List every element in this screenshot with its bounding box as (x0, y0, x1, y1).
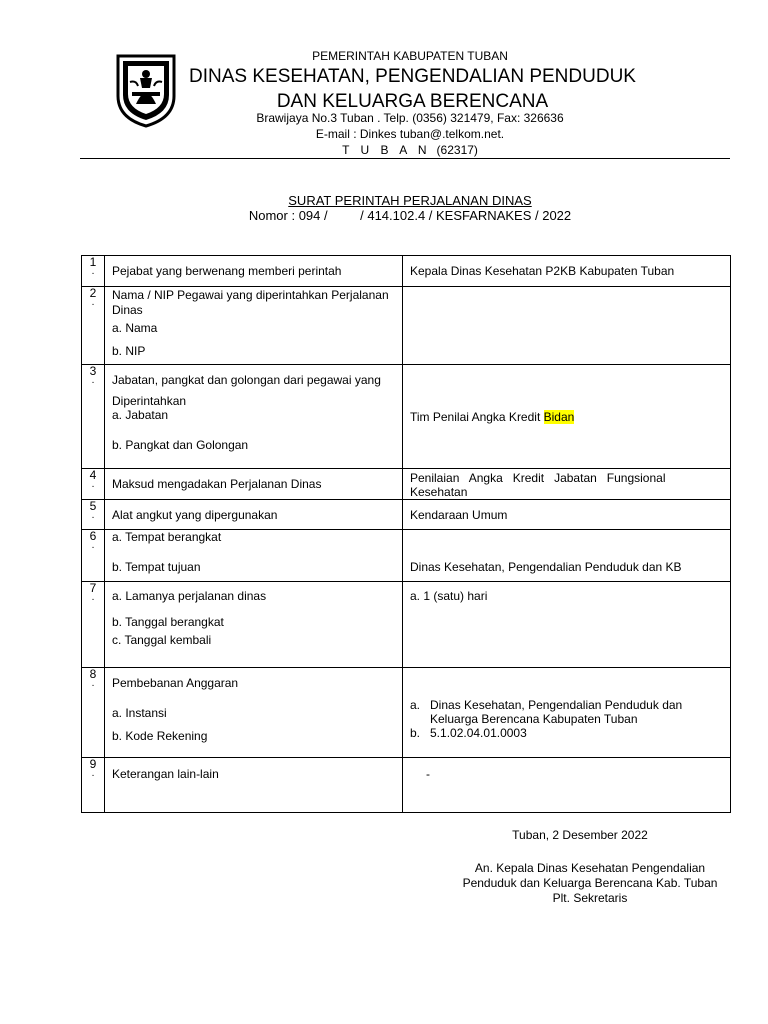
row-number: 6 . (82, 530, 105, 582)
table-row (82, 365, 731, 469)
table-row (82, 582, 731, 668)
signatory-line1: An. Kepala Dinas Kesehatan Pengendalian (474, 861, 706, 875)
row-value (403, 287, 731, 365)
row-value: Dinas Kesehatan, Pengendalian Penduduk dan KB (403, 530, 731, 582)
table-row (82, 500, 731, 530)
row-value: a. 1 (satu) hari (403, 582, 731, 668)
row-number: 7 . (82, 582, 105, 668)
row-value: Penilaian Angka Kredit Jabatan Fungsional Kesehatan (403, 469, 731, 500)
row-label: Nama / NIP Pegawai yang diperintahkan Perjalanan Dinas a. Nama b. NIP (105, 287, 403, 365)
row-value: Kepala Dinas Kesehatan P2KB Kabupaten Tuban (403, 256, 731, 287)
table-row (82, 469, 731, 500)
office-address: Brawijaya No.3 Tuban . Telp. (0356) 321479, Fax: 326636 (256, 111, 564, 125)
row-value: Kendaraan Umum (403, 500, 731, 530)
document-date: Tuban, 2 Desember 2022 (512, 828, 648, 842)
office-email: E-mail : Dinkes tuban@.telkom.net. (315, 127, 505, 141)
row-value: a. Dinas Kesehatan, Pengendalian Penduduk dan Keluarga Berencana Kabupaten Tuban b. 5.1.02.04.01.0003 (403, 668, 731, 758)
highlighted-text: Bidan (543, 410, 575, 424)
signatory-line2: Penduduk dan Keluarga Berencana Kab. Tuban (462, 876, 718, 890)
row-number: 8 . (82, 668, 105, 758)
government-name: PEMERINTAH KABUPATEN TUBAN (312, 49, 508, 63)
signatory-title: Plt. Sekretaris (552, 891, 628, 905)
row-number: 5 . (82, 500, 105, 530)
row-label: Maksud mengadakan Perjalanan Dinas (105, 469, 403, 500)
row-label: Alat angkut yang dipergunakan (105, 500, 403, 530)
regency-emblem-logo (110, 52, 182, 128)
document-title: SURAT PERINTAH PERJALANAN DINAS (288, 193, 532, 208)
travel-order-table (81, 255, 731, 813)
table-row (82, 668, 731, 758)
row-number: 3 . (82, 365, 105, 469)
city-name: T U B A N (342, 143, 431, 157)
row-label: Keterangan lain-lain (105, 758, 403, 813)
row-label: Pembebanan Anggaran a. Instansi b. Kode Rekening (105, 668, 403, 758)
row-number: 9 . (82, 758, 105, 813)
row-number: 2 . (82, 287, 105, 365)
row-value: - (403, 758, 731, 813)
row-number: 1 . (82, 256, 105, 287)
document-number: Nomor : 094 / / 414.102.4 / KESFARNAKES / 2022 (248, 208, 572, 223)
table-row (82, 287, 731, 365)
row-label: a. Tempat berangkat b. Tempat tujuan (105, 530, 403, 582)
postcode: (62317) (436, 143, 478, 157)
department-name-line1: DINAS KESEHATAN, PENGENDALIAN PENDUDUK (189, 66, 636, 87)
table-row (82, 256, 731, 287)
row-label: a. Lamanya perjalanan dinas b. Tanggal berangkat c. Tanggal kembali (105, 582, 403, 668)
table-row (82, 758, 731, 813)
table-row (82, 530, 731, 582)
row-value: Tim Penilai Angka Kredit Bidan (403, 365, 731, 469)
row-label: Pejabat yang berwenang memberi perintah (105, 256, 403, 287)
department-name-line2: DAN KELUARGA BERENCANA (276, 91, 549, 112)
header-divider (80, 158, 730, 159)
office-city (200, 143, 620, 157)
row-number: 4 . (82, 469, 105, 500)
row-label: Jabatan, pangkat dan golongan dari pegawai yang Diperintahkan a. Jabatan b. Pangkat dan Golongan (105, 365, 403, 469)
